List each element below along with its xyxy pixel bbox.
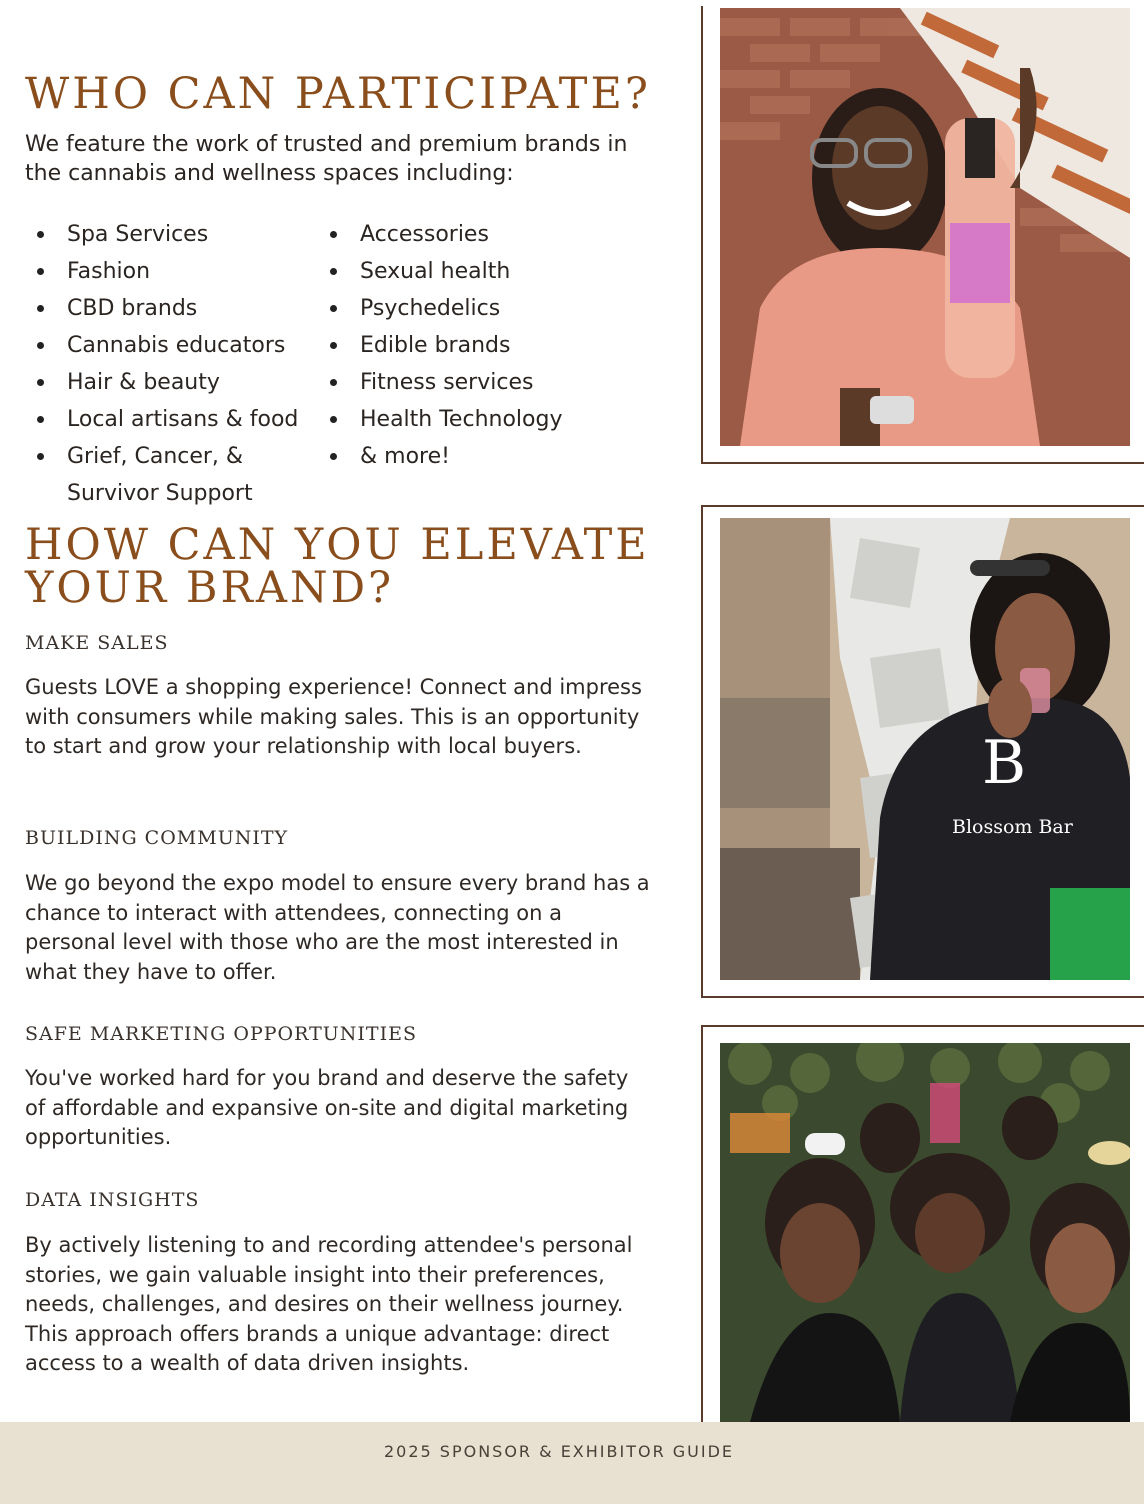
section-heading-sales: MAKE SALES [25,632,169,654]
list-item: Hair & beauty [25,364,325,401]
list-item: Health Technology [318,401,638,438]
participant-list-col1 [25,216,325,512]
list-item: Psychedelics [318,290,638,327]
section-heading-community: BUILDING COMMUNITY [25,827,289,849]
section-body-data: By actively listening to and recording attendee's personal stories, we gain valuable insight into their preferences, needs, challenges, and desires on their wellness journey. This approach offers brands a unique advantage: direct access to a wealth of data driven insights. [25,1233,633,1375]
photo-woman-drinking-illustration [720,518,1130,980]
section-body-community: We go beyond the expo model to ensure every brand has a chance to interact with attendees, connecting on a personal level with those who are the most interested in what they have to offer. [25,871,650,984]
list-item: Cannabis educators [25,327,325,364]
who-intro: We feature the work of trusted and premium brands in the cannabis and wellness spaces including: [25,132,628,186]
who-title: WHO CAN PARTICIPATE? [25,69,651,119]
list-item: Fashion [25,253,325,290]
photo-crowd-illustration [720,1043,1130,1422]
list-item: Spa Services [25,216,325,253]
list-item: & more! [318,438,638,475]
footer-text: 2025 SPONSOR & EXHIBITOR GUIDE [384,1442,735,1461]
list-item: Edible brands [318,327,638,364]
photo-crowd [720,1043,1130,1422]
hoodie-text: Blossom Bar [952,816,1073,838]
list-item: Sexual health [318,253,638,290]
list-item: CBD brands [25,290,325,327]
list-item: Accessories [318,216,638,253]
section-body-marketing: You've worked hard for you brand and deserve the safety of affordable and expansive on-site and digital marketing opportunities. [25,1066,629,1149]
participant-list-col2 [318,216,638,475]
photo-woman-with-bottle [720,8,1130,446]
footer-bar [0,1422,1144,1504]
how-title-line2: YOUR BRAND? [25,563,395,613]
section-heading-marketing: SAFE MARKETING OPPORTUNITIES [25,1023,417,1045]
hoodie-logo-letter: B [982,728,1027,798]
photo-woman-drinking [720,518,1130,980]
list-item: Fitness services [318,364,638,401]
list-item: Grief, Cancer, & [25,438,325,475]
how-title-line1: HOW CAN YOU ELEVATE [25,520,650,570]
section-body-sales: Guests LOVE a shopping experience! Connect and impress with consumers while making sales. This is an opportunity to start and grow your relationship with local buyers. [25,675,642,758]
photo-woman-with-bottle-illustration [720,8,1130,446]
list-item: Local artisans & food [25,401,325,438]
list-item-continuation: Survivor Support [67,481,253,506]
section-heading-data: DATA INSIGHTS [25,1189,200,1211]
